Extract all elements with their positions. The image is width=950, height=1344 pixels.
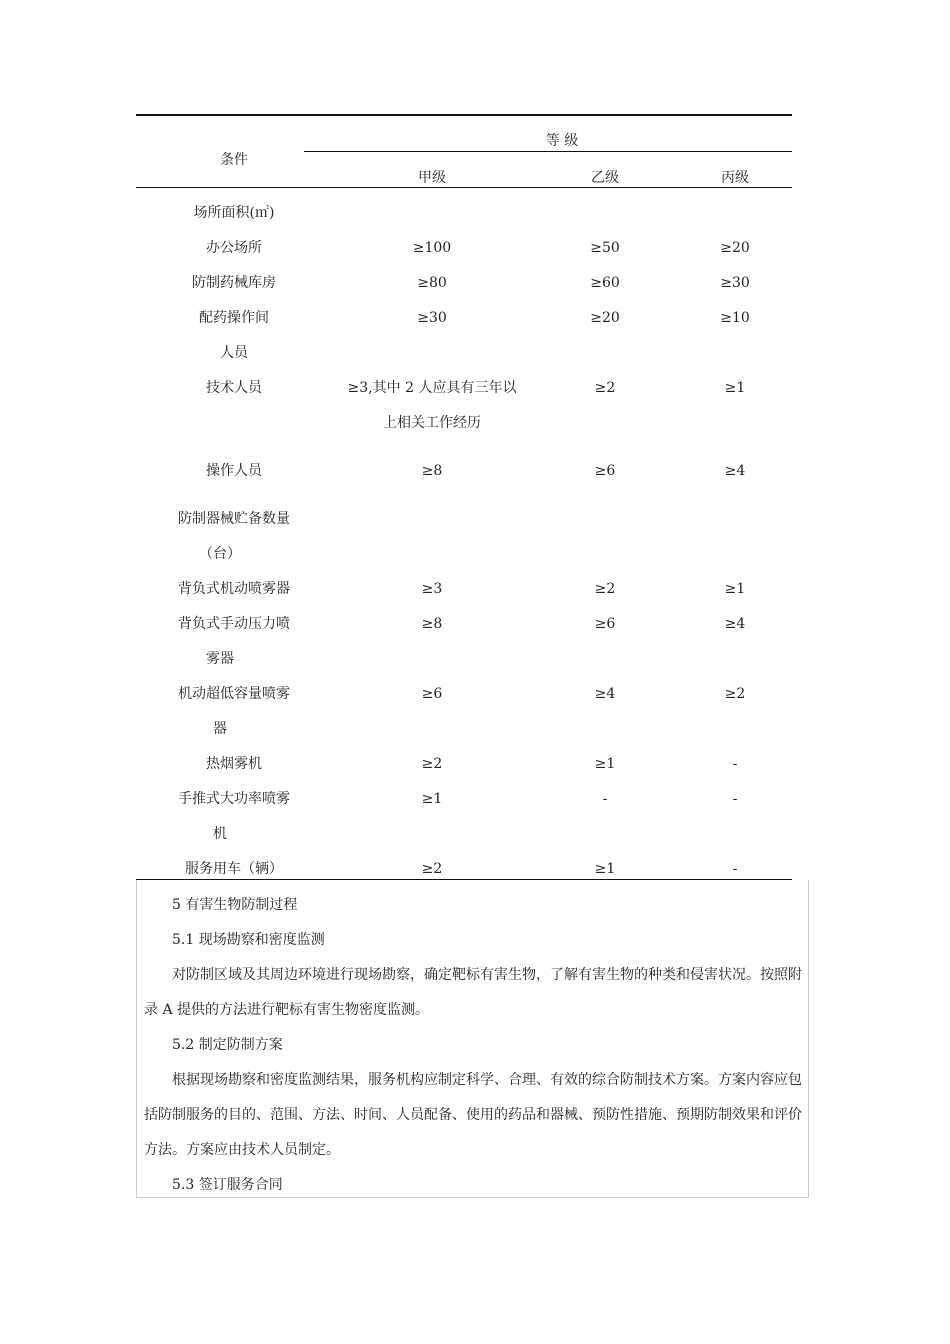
row-technician-label: 技术人员	[206, 380, 262, 396]
row-motor-sprayer-label: 背负式机动喷雾器	[178, 581, 290, 597]
row-push-sprayer-a: ≥1	[421, 791, 443, 807]
row-manual-sprayer-a: ≥8	[421, 616, 443, 632]
row-ulv-sprayer-label: 机动超低容量喷雾	[178, 686, 290, 702]
row-push-sprayer-label: 手推式大功率喷雾	[178, 791, 290, 807]
section-5-1-paragraph: 对防制区域及其周边环境进行现场勘察，确定靶标有害生物，了解有害生物的种类和侵害状况。按照附录 A 提供的方法进行靶标有害生物密度监测。	[144, 967, 802, 1018]
row-warehouse-c: ≥30	[720, 275, 750, 291]
row-fogger-c: -	[732, 756, 738, 772]
row-technician-c: ≥1	[724, 380, 746, 396]
row-ulv-sprayer-label-cont: 器	[213, 721, 227, 737]
grade-header-rule	[304, 151, 792, 152]
header-grade-a: 甲级	[418, 170, 446, 186]
row-staff-label: 人员	[220, 345, 248, 361]
row-ulv-sprayer-c: ≥2	[724, 686, 746, 702]
row-manual-sprayer-b: ≥6	[594, 616, 616, 632]
section-5-2-heading: 5.2 制定防制方案	[172, 1037, 283, 1053]
section-5-3-heading: 5.3 签订服务合同	[172, 1177, 283, 1193]
row-manual-sprayer-label: 背负式手动压力喷	[178, 616, 290, 632]
row-operator-c: ≥4	[724, 463, 746, 479]
row-warehouse-a: ≥80	[417, 275, 447, 291]
row-equipment-label-cont: （台）	[199, 546, 241, 562]
row-push-sprayer-label-cont: 机	[213, 826, 227, 842]
row-warehouse-b: ≥60	[590, 275, 620, 291]
row-ulv-sprayer-a: ≥6	[421, 686, 443, 702]
table-top-rule	[136, 114, 792, 116]
row-mixing-b: ≥20	[590, 310, 620, 326]
row-mixing-label: 配药操作间	[199, 310, 269, 326]
row-vehicle-b: ≥1	[594, 861, 616, 877]
row-office-b: ≥50	[590, 240, 620, 256]
row-mixing-c: ≥10	[720, 310, 750, 326]
row-operator-label: 操作人员	[206, 463, 262, 479]
row-mixing-a: ≥30	[417, 310, 447, 326]
header-grade: 等 级	[545, 133, 579, 149]
frame-right	[808, 880, 809, 1198]
row-motor-sprayer-b: ≥2	[594, 581, 616, 597]
row-operator-a: ≥8	[421, 463, 443, 479]
header-grade-c: 丙级	[721, 170, 749, 186]
row-area-label: 场所面积(㎡)	[193, 205, 275, 221]
row-motor-sprayer-a: ≥3	[421, 581, 443, 597]
row-equipment-label: 防制器械贮备数量	[178, 511, 290, 527]
section-5-2-paragraph: 根据现场勘察和密度监测结果，服务机构应制定科学、合理、有效的综合防制技术方案。方案内容应包括防制服务的目的、范围、方法、时间、人员配备、使用的药品和器械、预防性措施、预期防制效果和评价方法。方案应由技术人员制定。	[144, 1072, 802, 1158]
row-fogger-b: ≥1	[594, 756, 616, 772]
row-technician-a-cont: 上相关工作经历	[383, 415, 481, 431]
row-ulv-sprayer-b: ≥4	[594, 686, 616, 702]
row-push-sprayer-b: -	[602, 791, 608, 807]
row-vehicle-a: ≥2	[421, 861, 443, 877]
header-bottom-rule	[136, 187, 792, 188]
row-fogger-a: ≥2	[421, 756, 443, 772]
row-operator-b: ≥6	[594, 463, 616, 479]
row-fogger-label: 热烟雾机	[206, 756, 262, 772]
section-5-heading: 5 有害生物防制过程	[172, 897, 298, 913]
row-office-c: ≥20	[720, 240, 750, 256]
row-manual-sprayer-label-cont: 雾器	[206, 651, 234, 667]
row-office-label: 办公场所	[206, 240, 262, 256]
row-office-a: ≥100	[412, 240, 452, 256]
row-manual-sprayer-c: ≥4	[724, 616, 746, 632]
row-vehicle-c: -	[732, 861, 738, 877]
row-motor-sprayer-c: ≥1	[724, 581, 746, 597]
header-grade-b: 乙级	[591, 170, 619, 186]
row-warehouse-label: 防制药械库房	[192, 275, 276, 291]
row-technician-a: ≥3,其中 2 人应具有三年以	[347, 380, 517, 396]
table-bottom-rule	[136, 879, 792, 880]
row-vehicle-label: 服务用车（辆）	[185, 861, 283, 877]
header-condition: 条件	[220, 152, 248, 168]
row-push-sprayer-c: -	[732, 791, 738, 807]
body-text	[144, 888, 808, 1203]
frame-left	[136, 880, 137, 1198]
row-technician-b: ≥2	[594, 380, 616, 396]
section-5-1-heading: 5.1 现场勘察和密度监测	[172, 932, 325, 948]
